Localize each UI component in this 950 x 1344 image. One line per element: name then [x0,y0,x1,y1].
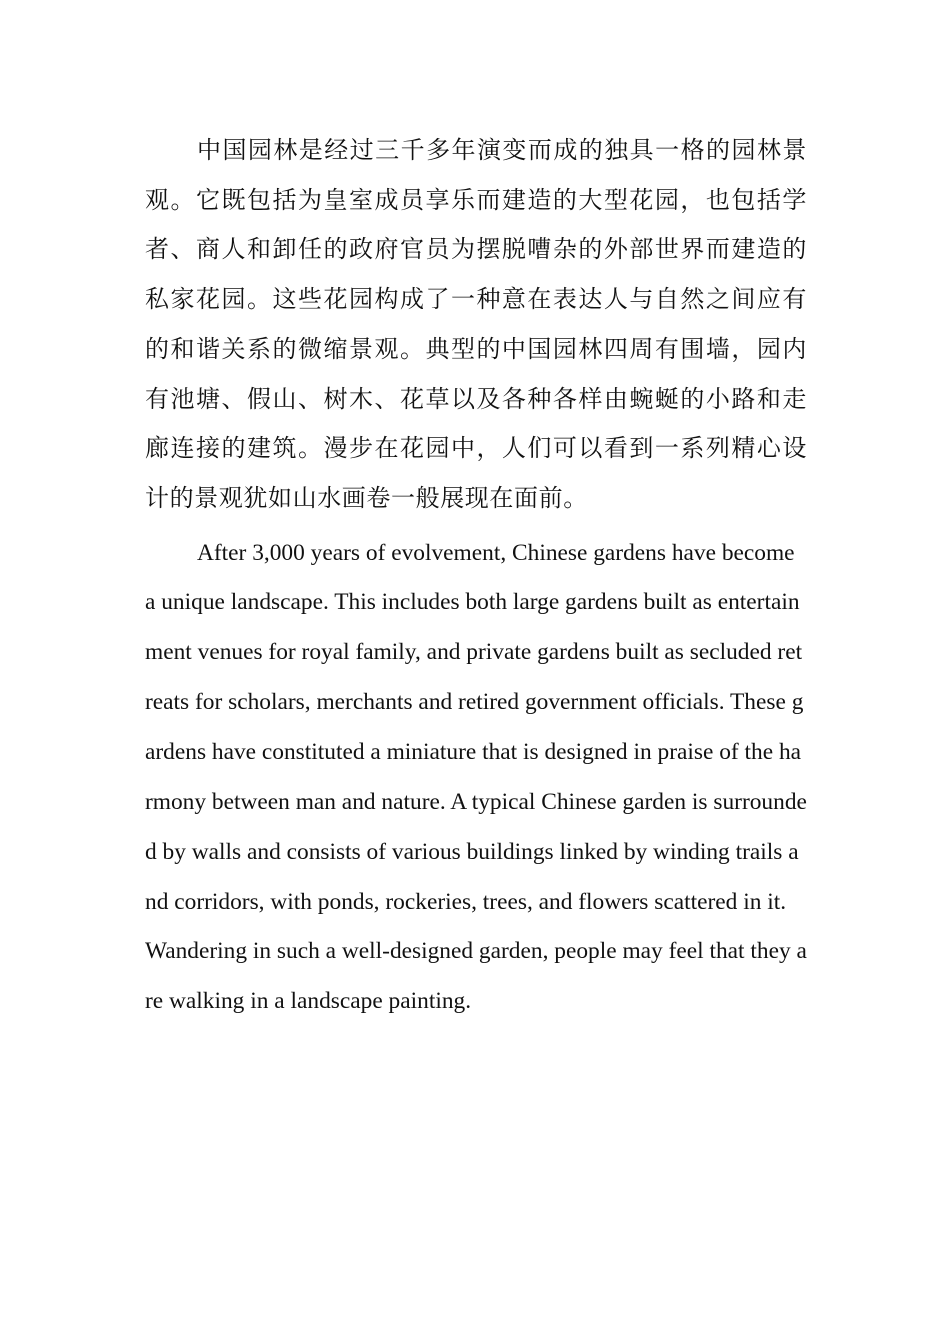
chinese-paragraph: 中国园林是经过三千多年演变而成的独具一格的园林景观。它既包括为皇室成员享乐而建造的大型花园，也包括学者、商人和卸任的政府官员为摆脱嘈杂的外部世界而建造的私家花园。这些花园构成了一种意在表达人与自然之间应有的和谐关系的微缩景观。典型的中国园林四周有围墙，园内有池塘、假山、树木、花草以及各种各样由蜿蜒的小路和走廊连接的建筑。漫步在花园中，人们可以看到一系列精心设计的景观犹如山水画卷一般展现在面前。 [145,136,807,512]
document-body [145,126,807,1027]
english-paragraph: After 3,000 years of evolvement, Chinese gardens have become a unique landscape. This includes both large gardens built as entertainment venues for royal family, and private gardens built as secluded retreats for scholars, merchants and retired government officials. These gardens have constituted a miniature that is designed in praise of the harmony between man and nature. A typical Chinese garden is surrounded by walls and consists of various buildings linked by winding trails and corridors, with ponds, rockeries, trees, and flowers scattered in it. Wandering in such a well-designed garden, people may feel that they are walking in a landscape painting. [145,539,807,1015]
